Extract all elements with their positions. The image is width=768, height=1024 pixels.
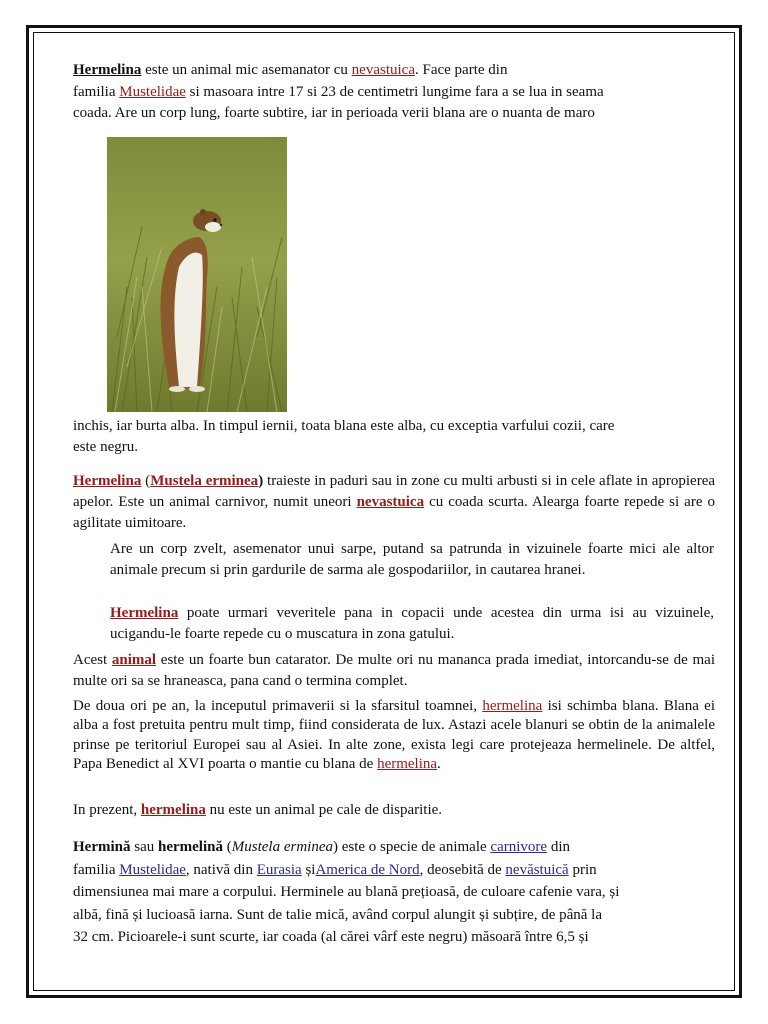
- text: este un foarte bun catarator. De multe ori nu mananca prada imediat, intorcandu-se de mai multe ori sa se hraneasca, pana cand o termina complet.: [73, 652, 715, 689]
- link-carnivore[interactable]: carnivore: [490, 839, 548, 855]
- link-hermelina-5[interactable]: hermelina: [377, 755, 438, 772]
- text: isi schimba blana. Blana ei alba a fost pretuita pentru mult timp, fiind considerata de lux. Astazi acele blanuri se obtin de la animalele prinse pe teritoriul Europei sau al Asiei. In alte zone, exista legi care protejeaza hermelinele. De altfel, Papa Benedict al XVI poarta o mantie cu blana de: [73, 698, 715, 772]
- link-hermelina-4[interactable]: hermelina: [482, 698, 543, 714]
- link-eurasia[interactable]: Eurasia: [256, 861, 302, 878]
- text: este un animal mic asemanator cu: [141, 62, 352, 78]
- link-nevastuica-2[interactable]: nevastuica: [356, 494, 425, 510]
- text: ): [258, 473, 264, 489]
- term-hermelina: Hermelina: [73, 62, 142, 78]
- text: (: [141, 473, 151, 489]
- text-line: este negru.: [73, 439, 138, 455]
- body-paragraph: Are un corp zvelt, asemenator unui sarpe, putand sa patrunda in vizuinele foarte mici ale altor animale precum si prin gardurile de sarma ale gospodariilor, in cautarea hranei.: [110, 541, 714, 578]
- text: ) este o specie de animale: [332, 839, 491, 855]
- fur-paragraph: [73, 697, 715, 774]
- status-paragraph: [73, 800, 715, 820]
- text: familia: [73, 83, 120, 100]
- text-line: dimensiunea mai mare a corpului. Herminele au blană prețioasă, de culoare cafenie vara, și: [73, 884, 620, 900]
- link-hermelina-6[interactable]: hermelina: [140, 802, 206, 818]
- hunting-paragraph: [110, 603, 714, 644]
- text: In prezent,: [73, 802, 141, 818]
- text-line: inchis, iar burta alba. In timpul iernii, toata blana este alba, cu exceptia varfului cozii, care: [73, 418, 615, 434]
- text: (: [223, 839, 232, 855]
- climbing-paragraph: [73, 650, 715, 691]
- text: familia: [73, 861, 120, 878]
- text: prin: [568, 861, 597, 878]
- text: din: [547, 839, 570, 855]
- text-line: albă, fină și lucioasă iarna. Sunt de talie mică, având corpul alungit și subțire, de până la: [73, 906, 602, 923]
- text: , nativă din: [185, 861, 257, 878]
- text: , deosebită de: [419, 861, 506, 878]
- habitat-paragraph: [73, 471, 715, 534]
- scientific-name: Mustela erminea: [231, 839, 333, 855]
- text: .: [437, 755, 441, 772]
- link-mustela-erminea[interactable]: Mustela erminea: [150, 473, 259, 489]
- link-hermelina-3[interactable]: Hermelina: [110, 605, 179, 621]
- text: traieste in paduri sau in zone cu multi arbusti si in cele aflate in apropierea apelor. Este un animal carnivor, numit uneori: [73, 473, 716, 510]
- stoat-photo: [107, 137, 287, 412]
- link-hermelina[interactable]: Hermelina: [73, 473, 142, 489]
- intro-paragraph: [73, 60, 604, 125]
- link-mustelidae-2[interactable]: Mustelidae: [119, 861, 186, 878]
- text: . Face parte din: [414, 62, 508, 78]
- text: Acest: [73, 652, 112, 668]
- paragraph-continued: [73, 416, 614, 458]
- term-hermelina-2: hermelină: [158, 839, 223, 855]
- text-line: coada. Are un corp lung, foarte subtire, iar in perioada verii blana are o nuanta de maro: [73, 105, 595, 121]
- link-animal[interactable]: animal: [111, 652, 157, 668]
- text: poate urmari veveritele pana in copacii unde acestea din urma isi au vizuinele, ucigandu-le foarte repede cu o muscatura in zona gatului.: [110, 605, 714, 642]
- link-america-de-nord[interactable]: America de Nord: [315, 861, 420, 878]
- text: si masoara intre 17 si 23 de centimetri lungime fara a se lua in seama: [185, 83, 604, 100]
- link-mustelidae[interactable]: Mustelidae: [119, 83, 186, 100]
- wiki-paragraph: [73, 836, 619, 949]
- text: nu este un animal pe cale de disparitie.: [205, 802, 443, 818]
- text: sau: [130, 839, 158, 855]
- text: cu coada scurta. Alearga foarte repede si are o agilitate uimitoare.: [73, 494, 715, 531]
- text: și: [301, 861, 316, 878]
- text: De doua ori pe an, la inceputul primaverii si la sfarsitul toamnei,: [73, 698, 483, 714]
- text-line: 32 cm. Picioarele-i sunt scurte, iar coada (al cărei vârf este negru) măsoară între 6,5 și: [73, 929, 589, 945]
- link-nevastuica-3[interactable]: nevăstuică: [505, 861, 569, 878]
- link-nevastuica[interactable]: nevastuica: [351, 62, 415, 78]
- term-hermina: Hermină: [73, 839, 131, 855]
